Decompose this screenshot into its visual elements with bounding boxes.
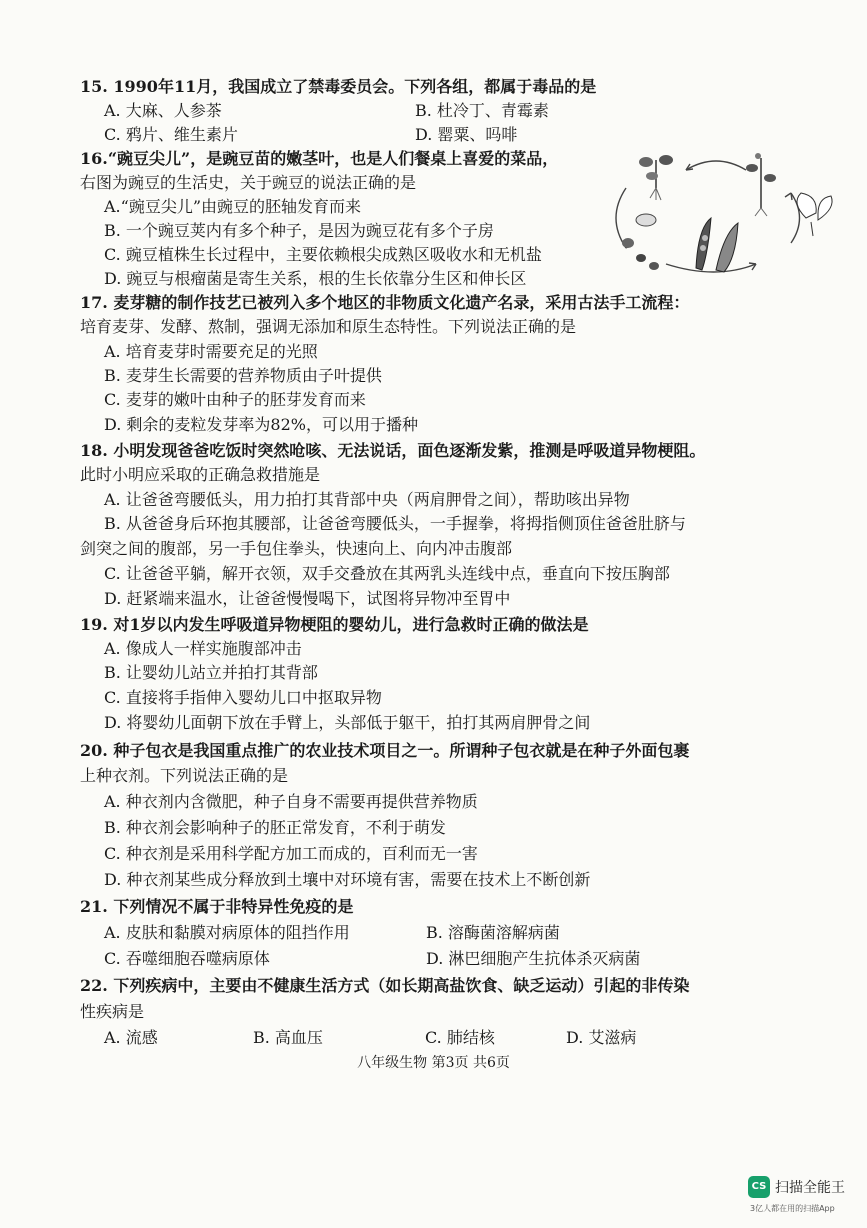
pea-plant-icon	[746, 153, 776, 216]
question-21-stem: 21. 下列情况不属于非特异性免疫的是	[80, 897, 354, 916]
pea-life-cycle-figure	[586, 148, 852, 284]
question-18-option-c: C. 让爸爸平躺，解开衣领，双手交叠放在其两乳头连线中点，垂直向下按压胸部	[104, 564, 670, 583]
question-20-option-a: A. 种衣剂内含微肥，种子自身不需要再提供营养物质	[104, 792, 478, 811]
question-16-stem-line-2: 右图为豌豆的生活史，关于豌豆的说法正确的是	[80, 173, 417, 192]
question-18-stem-line-2: 此时小明应采取的正确急救措施是	[80, 465, 321, 484]
question-22-option-b: B. 高血压	[253, 1028, 323, 1047]
question-22-option-d: D. 艾滋病	[566, 1028, 637, 1047]
question-18-stem-line-1: 18. 小明发现爸爸吃饭时突然呛咳、无法说话，面色逐渐发紫，推测是呼吸道异物梗阻。	[80, 441, 706, 460]
question-20-stem-line-2: 上种衣剂。下列说法正确的是	[80, 766, 289, 785]
watermark-app-name: 扫描全能王	[775, 1180, 845, 1196]
question-16-option-c: C. 豌豆植株生长过程中，主要依赖根尖成熟区吸收水和无机盐	[104, 245, 542, 264]
question-20-option-d: D. 种衣剂某些成分释放到土壤中对环境有害，需要在技术上不断创新	[104, 870, 591, 889]
question-22-stem-line-1: 22. 下列疾病中，主要由不健康生活方式（如长期高盐饮食、缺乏运动）引起的非传染	[80, 976, 690, 995]
camscanner-logo-icon: CS	[748, 1176, 770, 1198]
question-19-option-b: B. 让婴幼儿站立并拍打其背部	[104, 663, 318, 682]
question-15-option-d: D. 罂粟、吗啡	[415, 125, 518, 144]
question-22-option-a: A. 流感	[104, 1028, 158, 1047]
question-21-option-a: A. 皮肤和黏膜对病原体的阻挡作用	[104, 923, 350, 942]
question-21-option-d: D. 淋巴细胞产生抗体杀灭病菌	[426, 949, 641, 968]
question-17-stem-line-2: 培育麦芽、发酵、熬制，强调无添加和原生态特性。下列说法正确的是	[80, 317, 577, 336]
page-footer: 八年级生物 第3页 共6页	[357, 1055, 510, 1071]
question-19-option-a: A. 像成人一样实施腹部冲击	[104, 639, 302, 658]
question-19-stem: 19. 对1岁以内发生呼吸道异物梗阻的婴幼儿，进行急救时正确的做法是	[80, 615, 589, 634]
question-18-option-b-continuation: 剑突之间的腹部，另一手包住拳头，快速向上、向内冲击腹部	[80, 539, 513, 558]
question-18-option-b: B. 从爸爸身后环抱其腰部，让爸爸弯腰低头，一手握拳，将拇指侧顶住爸爸肚脐与	[104, 514, 686, 533]
question-16-stem-line-1: 16.“豌豆尖儿”，是豌豆苗的嫩茎叶，也是人们餐桌上喜爱的菜品，	[80, 149, 559, 168]
question-15-option-c: C. 鸦片、维生素片	[104, 125, 238, 144]
question-22-stem-line-2: 性疾病是	[80, 1002, 145, 1021]
question-15-option-b: B. 杜冷丁、青霉素	[415, 101, 549, 120]
pea-flower-icon	[797, 193, 832, 236]
question-18-option-a: A. 让爸爸弯腰低头，用力拍打其背部中央（两肩胛骨之间），帮助咳出异物	[104, 490, 630, 509]
watermark-subtitle: 3亿人都在用的扫描App	[750, 1204, 835, 1213]
question-18-option-d: D. 赶紧端来温水，让爸爸慢慢喝下，试图将异物冲至胃中	[104, 589, 511, 608]
question-17-option-a: A. 培育麦芽时需要充足的光照	[104, 342, 318, 361]
pea-pod-icon	[696, 218, 738, 272]
question-19-option-c: C. 直接将手指伸入婴幼儿口中抠取异物	[104, 688, 382, 707]
question-22-option-c: C. 肺结核	[425, 1028, 495, 1047]
question-21-option-c: C. 吞噬细胞吞噬病原体	[104, 949, 270, 968]
question-16-option-a: A.“豌豆尖儿”由豌豆的胚轴发育而来	[104, 197, 362, 216]
question-19-option-d: D. 将婴幼儿面朝下放在手臂上，头部低于躯干，拍打其两肩胛骨之间	[104, 713, 591, 732]
pea-seeds-icon	[622, 214, 659, 270]
question-20-option-b: B. 种衣剂会影响种子的胚正常发育，不利于萌发	[104, 818, 446, 837]
question-15-option-a: A. 大麻、人参茶	[104, 101, 222, 120]
question-17-stem-line-1: 17. 麦芽糖的制作技艺已被列入多个地区的非物质文化遗产名录，采用古法手工流程：	[80, 293, 690, 312]
question-17-option-d: D. 剩余的麦粒发芽率为82%，可以用于播种	[104, 415, 418, 434]
pea-seedling-icon	[639, 155, 673, 200]
question-16-option-b: B. 一个豌豆荚内有多个种子，是因为豌豆花有多个子房	[104, 221, 494, 240]
scanner-watermark	[748, 1176, 858, 1222]
question-17-option-b: B. 麦芽生长需要的营养物质由子叶提供	[104, 366, 382, 385]
question-16-option-d: D. 豌豆与根瘤菌是寄生关系，根的生长依靠分生区和伸长区	[104, 269, 527, 288]
question-15-stem: 15. 1990年11月，我国成立了禁毒委员会。下列各组，都属于毒品的是	[80, 77, 597, 96]
question-21-option-b: B. 溶酶菌溶解病菌	[426, 923, 560, 942]
question-17-option-c: C. 麦芽的嫩叶由种子的胚芽发育而来	[104, 390, 366, 409]
question-20-option-c: C. 种衣剂是采用科学配方加工而成的，百利而无一害	[104, 844, 478, 863]
question-20-stem-line-1: 20. 种子包衣是我国重点推广的农业技术项目之一。所谓种子包衣就是在种子外面包裹	[80, 741, 690, 760]
